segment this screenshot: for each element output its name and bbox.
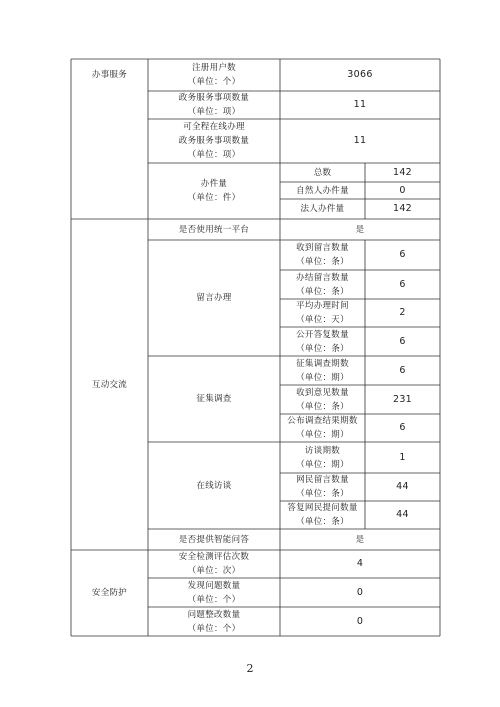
messages-row-value-label: 6 xyxy=(399,249,406,260)
smart-qa-label-label: 是否提供智能问答 xyxy=(178,534,250,545)
online-items-label-label: 可全程在线办理 xyxy=(183,122,245,132)
interview-row-value xyxy=(365,473,440,501)
security-row-label-line: （单位：次） xyxy=(187,566,241,576)
unified-platform-label xyxy=(148,219,280,240)
online-items-label xyxy=(148,119,280,163)
survey-label xyxy=(148,356,280,442)
messages-row-label xyxy=(280,240,365,270)
survey-row-label xyxy=(280,414,365,442)
messages-row-label-line: （单位：条） xyxy=(296,257,349,267)
interview-row-value xyxy=(365,501,440,529)
messages-row-label-label: 办结留言数量 xyxy=(296,272,349,283)
section-security xyxy=(71,550,148,636)
interview-row-label-label: 网民留言数量 xyxy=(296,475,349,485)
interview-row-label-line: （单位：条） xyxy=(296,517,349,527)
security-row-value-label: 0 xyxy=(356,586,364,598)
survey-label-label: 征集调查 xyxy=(196,394,232,404)
messages-row-value xyxy=(365,270,440,299)
security-row-value-label: 4 xyxy=(356,558,364,569)
messages-row-value-label: 2 xyxy=(399,307,406,318)
interview-row-label-label: 答复网民提问数量 xyxy=(287,503,358,513)
security-row-value-label: 0 xyxy=(356,615,364,627)
interview-row-label-label: 访谈期数 xyxy=(304,445,341,456)
cases-label-label: 办件量 xyxy=(200,179,228,189)
online-items-value xyxy=(280,119,440,163)
security-row-value xyxy=(280,550,440,578)
cases-row-label-label: 总数 xyxy=(313,167,332,178)
registered-users-value xyxy=(280,59,440,91)
interview-row-label xyxy=(280,473,365,501)
section-interaction-label: 互动交流 xyxy=(91,379,128,390)
online-items-label-line: （单位：项） xyxy=(187,150,241,160)
messages-row-label-line: （单位：天） xyxy=(296,315,349,325)
survey-row-value xyxy=(365,356,440,385)
interview-row-label-line: （单位：条） xyxy=(296,489,349,499)
security-row-label-line: （单位：个） xyxy=(187,623,241,634)
section-security-label: 安全防护 xyxy=(91,588,128,598)
survey-row-value-label: 6 xyxy=(399,364,406,376)
smart-qa-value xyxy=(280,529,440,550)
security-row-value xyxy=(280,578,440,607)
messages-row-label-label: 收到留言数量 xyxy=(296,243,349,253)
interview-row-label xyxy=(280,442,365,473)
interview-label xyxy=(148,442,280,529)
messages-row-label xyxy=(280,270,365,299)
section-interaction xyxy=(71,219,148,550)
messages-row-label xyxy=(280,327,365,356)
interview-label-label: 在线访谈 xyxy=(196,480,232,491)
smart-qa-label xyxy=(148,529,280,550)
survey-row-value-label: 231 xyxy=(392,393,413,405)
security-row-label-line: （单位：个） xyxy=(187,594,241,605)
survey-row-label xyxy=(280,356,365,385)
security-row-label xyxy=(148,607,280,636)
cases-row-label xyxy=(280,182,365,199)
registered-users-label-line: （单位：个） xyxy=(187,77,241,87)
online-items-value-label: 11 xyxy=(353,135,367,146)
survey-row-value xyxy=(365,385,440,414)
unified-platform-value xyxy=(280,219,440,240)
unified-platform-value-label: 是 xyxy=(355,224,365,235)
interview-row-label-line: （单位：期） xyxy=(296,459,349,470)
cases-label-line: （单位：件） xyxy=(187,193,241,203)
messages-row-value-label: 6 xyxy=(399,278,406,290)
messages-row-value xyxy=(365,327,440,356)
interview-row-value-label: 44 xyxy=(396,481,409,492)
survey-row-label-line: （单位：期） xyxy=(296,372,349,383)
security-row-label-label: 问题整改数量 xyxy=(187,609,241,620)
cases-row-value-label: 0 xyxy=(399,184,406,196)
service-items-value xyxy=(280,91,440,119)
survey-row-label-line: （单位：期） xyxy=(296,430,349,440)
security-row-label xyxy=(148,578,280,607)
messages-row-label-line: （单位：条） xyxy=(296,343,349,354)
service-items-label xyxy=(148,91,280,119)
messages-row-value-label: 6 xyxy=(399,335,406,347)
cases-row-value xyxy=(365,199,440,219)
cases-row-label-label: 自然人办件量 xyxy=(296,185,349,196)
survey-row-value xyxy=(365,414,440,442)
online-items-label-line: 政务服务事项数量 xyxy=(178,136,250,146)
interview-row-value-label: 1 xyxy=(399,451,406,463)
survey-row-value-label: 6 xyxy=(399,422,406,433)
security-row-value xyxy=(280,607,440,636)
registered-users-label xyxy=(148,59,280,91)
messages-label-label: 留言办理 xyxy=(196,293,232,303)
service-items-value-label: 11 xyxy=(353,99,367,110)
messages-row-label-label: 平均办理时间 xyxy=(296,301,349,311)
registered-users-value-label: 3066 xyxy=(347,69,373,80)
messages-row-value xyxy=(365,240,440,270)
cases-row-label-label: 法人办件量 xyxy=(300,204,345,214)
cases-row-value xyxy=(365,163,440,182)
interview-row-label xyxy=(280,501,365,529)
cases-row-value-label: 142 xyxy=(392,166,413,178)
survey-row-label xyxy=(280,385,365,414)
messages-row-label-line: （单位：条） xyxy=(296,286,349,297)
cases-row-label xyxy=(280,163,365,182)
security-row-label-label: 安全检测评估次数 xyxy=(178,552,250,562)
registered-users-label-label: 注册用户数 xyxy=(191,63,236,73)
section-office xyxy=(71,59,148,91)
cases-label xyxy=(148,163,280,219)
cases-row-value-label: 142 xyxy=(392,203,413,214)
survey-row-label-label: 公布调查结果期数 xyxy=(287,416,358,426)
messages-row-value xyxy=(365,299,440,327)
messages-row-label-label: 公开答复数量 xyxy=(296,329,349,340)
page-number: 2 xyxy=(246,662,254,675)
survey-row-label-label: 收到意见数量 xyxy=(296,387,349,398)
service-items-label-line: （单位：项） xyxy=(187,107,241,117)
interview-row-value xyxy=(365,442,440,473)
service-items-label-label: 政务服务事项数量 xyxy=(178,93,250,103)
smart-qa-value-label: 是 xyxy=(355,534,365,545)
cases-row-value xyxy=(365,182,440,199)
interview-row-value-label: 44 xyxy=(396,509,409,520)
security-row-label xyxy=(148,550,280,578)
security-row-label-label: 发现问题数量 xyxy=(187,580,241,591)
unified-platform-label-label: 是否使用统一平台 xyxy=(178,224,250,235)
survey-row-label-line: （单位：条） xyxy=(296,401,349,412)
messages-row-label xyxy=(280,299,365,327)
cases-row-label xyxy=(280,199,365,219)
section-office-label: 办事服务 xyxy=(91,70,128,80)
survey-row-label-label: 征集调查期数 xyxy=(296,358,349,369)
messages-label xyxy=(148,240,280,356)
